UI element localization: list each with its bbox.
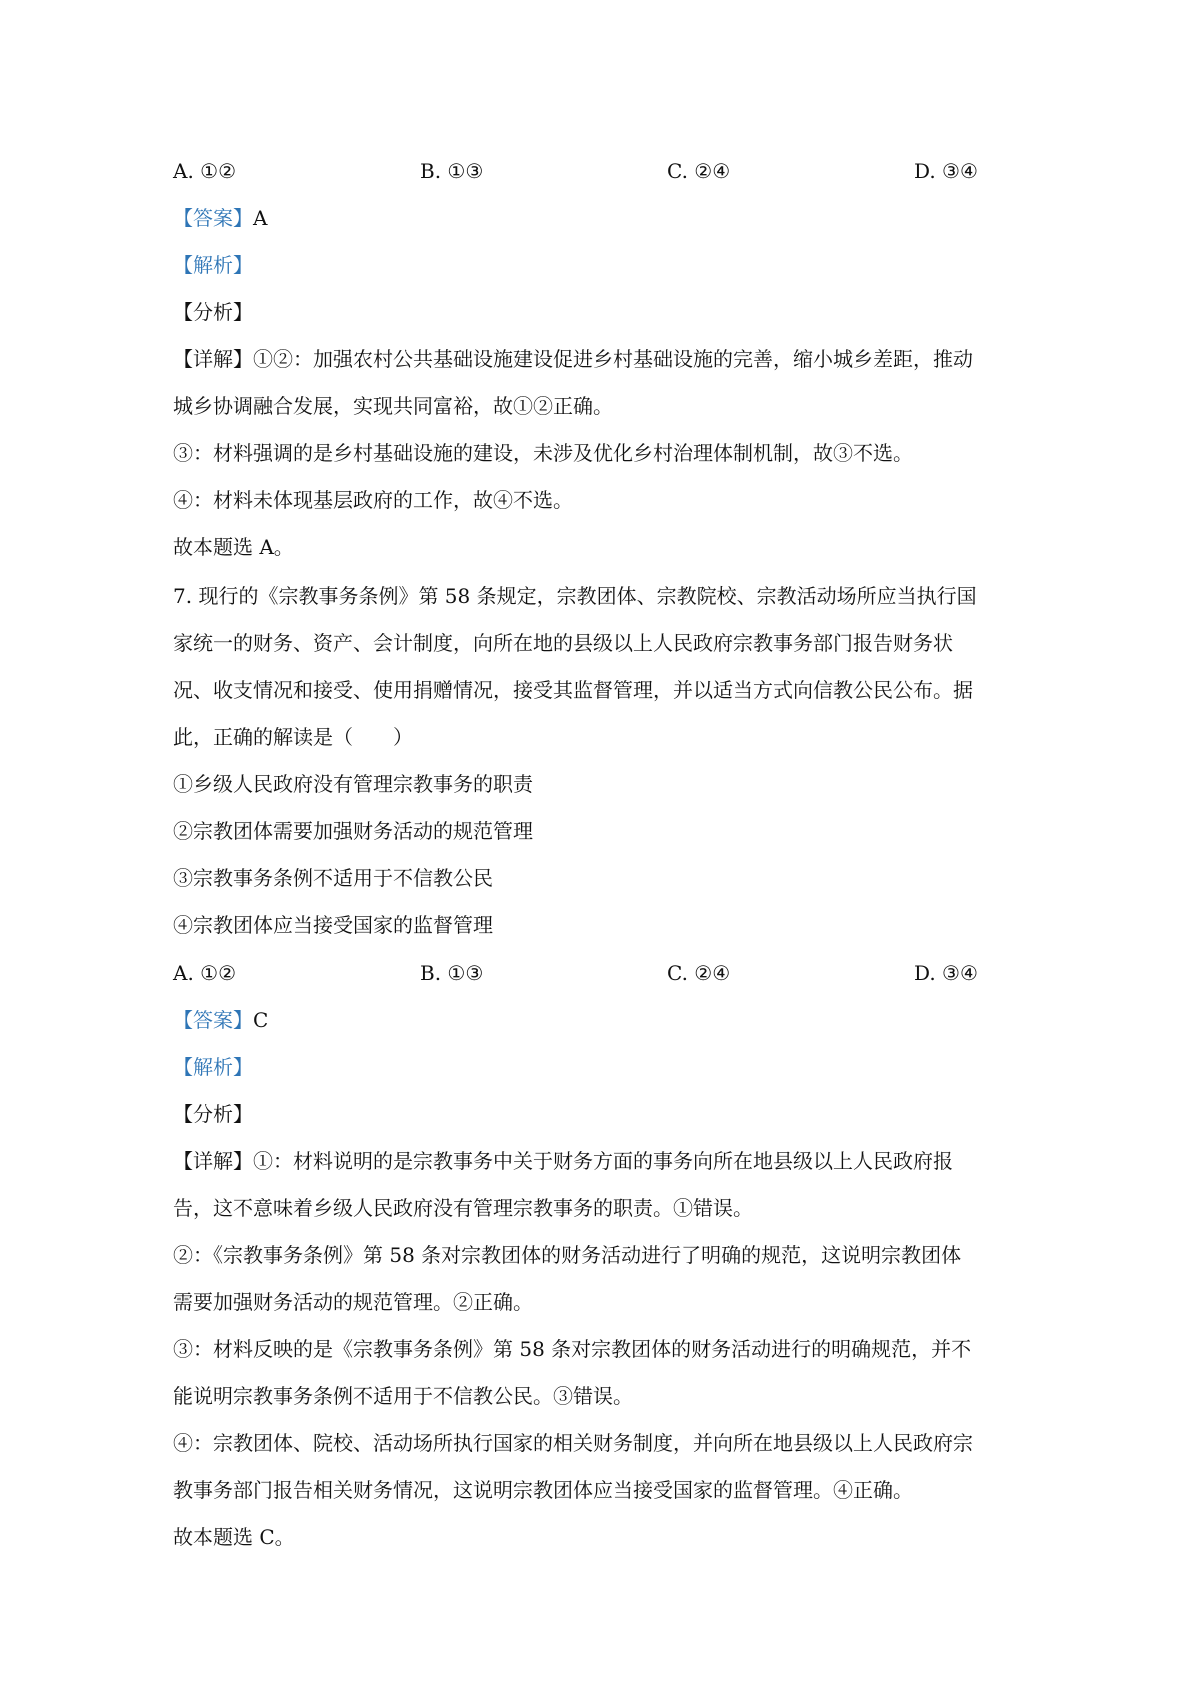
prev-detail-line-3: ③：材料强调的是乡村基础设施的建设，未涉及优化乡村治理体制机制，故③不选。: [173, 441, 913, 465]
q7-detail-tag: 【详解】: [173, 1149, 253, 1173]
prev-detail-tag: 【详解】: [173, 347, 253, 371]
prev-option-a: A. ①②: [173, 159, 237, 183]
q7-option-d: D. ③④: [914, 961, 978, 985]
q7-detail-line-1: [173, 1148, 953, 1174]
q7-option-a: A. ①②: [173, 961, 237, 985]
q7-detail-line-4: 需要加强财务活动的规范管理。②正确。: [173, 1290, 533, 1314]
q7-stem-line-3: 况、收支情况和接受、使用捐赠情况，接受其监督管理，并以适当方式向信教公民公布。据: [173, 678, 973, 702]
prev-answer-value: A: [253, 206, 268, 230]
prev-detail-line-4: ④：材料未体现基层政府的工作，故④不选。: [173, 488, 573, 512]
prev-detail-line-1: [173, 346, 973, 372]
q7-statement-4: ④宗教团体应当接受国家的监督管理: [173, 913, 493, 937]
prev-fenxi-tag: 【分析】: [173, 300, 253, 324]
prev-detail-line-2: 城乡协调融合发展，实现共同富裕，故①②正确。: [173, 394, 613, 418]
prev-option-d: D. ③④: [914, 159, 978, 183]
prev-analysis-tag: 【解析】: [173, 253, 253, 277]
q7-detail-line-2: 告，这不意味着乡级人民政府没有管理宗教事务的职责。①错误。: [173, 1196, 753, 1220]
q7-detail-line-8: 教事务部门报告相关财务情况，这说明宗教团体应当接受国家的监督管理。④正确。: [173, 1478, 913, 1502]
q7-fenxi-tag: 【分析】: [173, 1102, 253, 1126]
q7-stem-line-4: 此，正确的解读是（ ）: [173, 725, 413, 749]
q7-stem-line-1: 7. 现行的《宗教事务条例》第 58 条规定，宗教团体、宗教院校、宗教活动场所应当执行国: [173, 584, 977, 608]
q7-answer-line: [173, 1007, 268, 1033]
q7-analysis-tag: 【解析】: [173, 1055, 253, 1079]
q7-statement-3: ③宗教事务条例不适用于不信教公民: [173, 866, 493, 890]
prev-option-b: B. ①③: [420, 159, 484, 183]
q7-detail-line-6: 能说明宗教事务条例不适用于不信教公民。③错误。: [173, 1384, 633, 1408]
q7-option-b: B. ①③: [420, 961, 484, 985]
prev-answer-line: [173, 205, 267, 231]
q7-statement-2: ②宗教团体需要加强财务活动的规范管理: [173, 819, 533, 843]
q7-detail-text-1: ①：材料说明的是宗教事务中关于财务方面的事务向所在地县级以上人民政府报: [253, 1149, 953, 1173]
q7-answer-value: C: [253, 1008, 269, 1032]
prev-options-row: [173, 158, 1033, 184]
prev-answer-tag: 【答案】: [173, 206, 253, 230]
prev-detail-text-1: ①②：加强农村公共基础设施建设促进乡村基础设施的完善，缩小城乡差距，推动: [253, 347, 973, 371]
q7-options-row: [173, 960, 1033, 986]
q7-stem-line-2: 家统一的财务、资产、会计制度，向所在地的县级以上人民政府宗教事务部门报告财务状: [173, 631, 953, 655]
q7-detail-line-7: ④：宗教团体、院校、活动场所执行国家的相关财务制度，并向所在地县级以上人民政府宗: [173, 1431, 973, 1455]
q7-option-c: C. ②④: [667, 961, 731, 985]
q7-statement-1: ①乡级人民政府没有管理宗教事务的职责: [173, 772, 533, 796]
prev-conclusion: 故本题选 A。: [173, 535, 294, 559]
q7-answer-tag: 【答案】: [173, 1008, 253, 1032]
prev-option-c: C. ②④: [667, 159, 731, 183]
q7-conclusion: 故本题选 C。: [173, 1525, 295, 1549]
q7-detail-line-3: ②：《宗教事务条例》第 58 条对宗教团体的财务活动进行了明确的规范，这说明宗教团体: [173, 1243, 962, 1267]
q7-detail-line-5: ③：材料反映的是《宗教事务条例》第 58 条对宗教团体的财务活动进行的明确规范，并不: [173, 1337, 972, 1361]
